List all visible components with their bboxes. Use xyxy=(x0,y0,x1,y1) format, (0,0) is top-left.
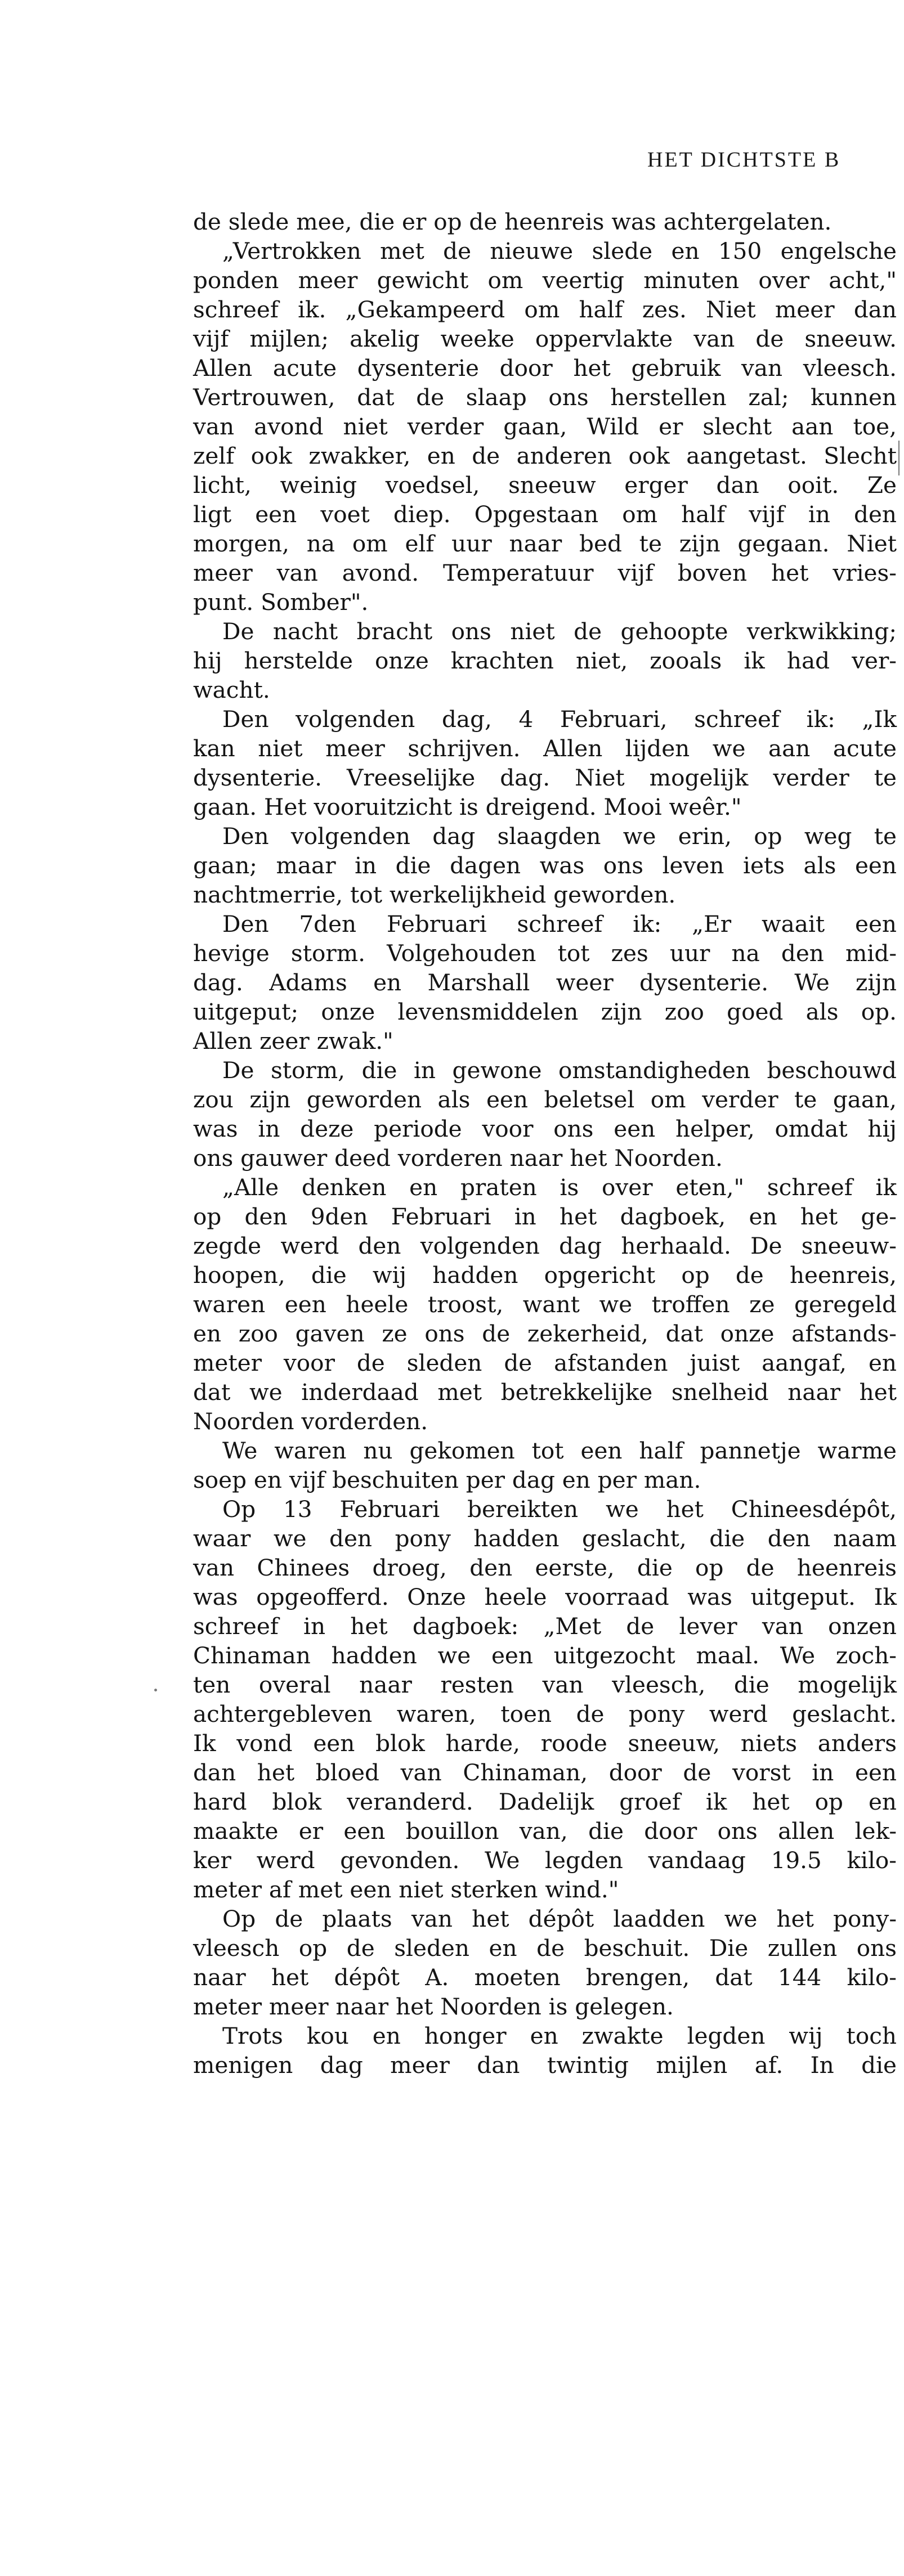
text-line: wacht. xyxy=(193,676,270,703)
text-line: De nacht bracht ons niet de gehoopte verkwikking; xyxy=(222,618,897,645)
text-line: en zoo gaven ze ons de zekerheid, dat onze afstands- xyxy=(193,1320,897,1347)
text-line: „Vertrokken met de nieuwe slede en 150 engelsche xyxy=(222,237,897,264)
paragraph xyxy=(193,822,897,909)
text-line: Noorden vorderden. xyxy=(193,1408,428,1435)
text-line: Op de plaats van het dépôt laadden we het pony- xyxy=(222,1905,897,1932)
text-line: schreef in het dagboek: „Met de lever van onzen xyxy=(193,1613,897,1640)
text-line: zelf ook zwakker, en de anderen ook aangetast. Slecht xyxy=(193,442,897,469)
text-line: Trots kou en honger en zwakte legden wij toch xyxy=(222,2022,897,2049)
text-line: gaan. Het vooruitzicht is dreigend. Mooi weêr." xyxy=(193,793,742,820)
margin-dot xyxy=(154,1689,157,1691)
text-line: Den volgenden dag, 4 Februari, schreef ik: „Ik xyxy=(222,706,897,733)
text-line: Allen zeer zwak." xyxy=(193,1027,393,1054)
text-line: Chinaman hadden we een uitgezocht maal. We zoch- xyxy=(193,1642,897,1669)
text-line: ten overal naar resten van vleesch, die mogelijk xyxy=(193,1671,897,1698)
text-line: dysenterie. Vreeselijke dag. Niet mogelijk verder te xyxy=(193,764,897,791)
paragraph xyxy=(193,617,897,704)
text-line: was in deze periode voor ons een helper, omdat hij xyxy=(193,1115,897,1142)
text-line: zou zijn geworden als een beletsel om verder te gaan, xyxy=(193,1086,897,1113)
text-line: Ik vond een blok harde, roode sneeuw, niets anders xyxy=(193,1730,897,1757)
paragraph xyxy=(193,2021,897,2080)
paragraph xyxy=(193,1436,897,1495)
paragraph xyxy=(193,236,897,617)
text-line: hevige storm. Volgehouden tot zes uur na den mid- xyxy=(193,940,897,967)
text-line: ponden meer gewicht om veertig minuten over acht," xyxy=(193,267,897,294)
running-head: HET DICHTSTE B xyxy=(647,148,841,172)
text-line: Den volgenden dag slaagden we erin, op weg te xyxy=(222,823,897,850)
text-line: waren een heele troost, want we troffen ze geregeld xyxy=(193,1291,897,1318)
text-line: meter af met een niet sterken wind." xyxy=(193,1876,619,1903)
text-line: zegde werd den volgenden dag herhaald. De sneeuw- xyxy=(193,1232,897,1259)
text-line: meter meer naar het Noorden is gelegen. xyxy=(193,1993,674,2020)
text-line: van avond niet verder gaan, Wild er slecht aan toe, xyxy=(193,413,897,440)
text-line: waar we den pony hadden geslacht, die den naam xyxy=(193,1525,897,1552)
text-line: punt. Somber". xyxy=(193,589,369,616)
text-line: hard blok veranderd. Dadelijk groef ik het op en xyxy=(193,1788,897,1815)
text-line: De storm, die in gewone omstandigheden beschouwd xyxy=(222,1057,897,1084)
text-line: ons gauwer deed vorderen naar het Noorden. xyxy=(193,1145,723,1172)
text-line: naar het dépôt A. moeten brengen, dat 144 kilo- xyxy=(193,1964,897,1991)
text-line: We waren nu gekomen tot een half pannetje warme xyxy=(222,1437,897,1464)
text-line: was opgeofferd. Onze heele voorraad was uitgeput. Ik xyxy=(193,1583,897,1610)
paragraph xyxy=(193,704,897,822)
text-line: meter voor de sleden de afstanden juist aangaf, en xyxy=(193,1349,897,1376)
text-line: nachtmerrie, tot werkelijkheid geworden. xyxy=(193,881,676,908)
text-line: Den 7den Februari schreef ik: „Er waait een xyxy=(222,910,897,937)
paragraph xyxy=(193,207,897,236)
text-line: Op 13 Februari bereikten we het Chineesdépôt, xyxy=(222,1496,897,1523)
text-line: „Alle denken en praten is over eten," schreef ik xyxy=(222,1174,897,1201)
paragraph xyxy=(193,1173,897,1436)
text-line: Vertrouwen, dat de slaap ons herstellen zal; kunnen xyxy=(193,384,897,411)
text-line: menigen dag meer dan twintig mijlen af. In die xyxy=(193,2052,897,2079)
text-line: op den 9den Februari in het dagboek, en het ge- xyxy=(193,1203,897,1230)
text-line: hij herstelde onze krachten niet, zooals ik had ver- xyxy=(193,647,897,674)
text-line: vleesch op de sleden en de beschuit. Die zullen ons xyxy=(193,1935,897,1962)
paragraph xyxy=(193,1904,897,2021)
text-line: van Chinees droeg, den eerste, die op de heenreis xyxy=(193,1554,897,1581)
text-line: Allen acute dysenterie door het gebruik van vleesch. xyxy=(193,354,897,382)
text-line: soep en vijf beschuiten per dag en per man. xyxy=(193,1466,701,1493)
text-line: dag. Adams en Marshall weer dysenterie. We zijn xyxy=(193,969,897,996)
text-line: uitgeput; onze levensmiddelen zijn zoo goed als op. xyxy=(193,998,897,1025)
text-line: ker werd gevonden. We legden vandaag 19.5 kilo- xyxy=(193,1847,897,1874)
text-line: morgen, na om elf uur naar bed te zijn gegaan. Niet xyxy=(193,530,897,557)
text-line: vijf mijlen; akelig weeke oppervlakte van de sneeuw. xyxy=(193,325,897,352)
paragraph xyxy=(193,1056,897,1173)
text-line: kan niet meer schrijven. Allen lijden we aan acute xyxy=(193,735,897,762)
paragraph xyxy=(193,1495,897,1904)
text-line: gaan; maar in die dagen was ons leven iets als een xyxy=(193,852,897,879)
text-line: maakte er een bouillon van, die door ons allen lek- xyxy=(193,1817,897,1845)
text-line: hoopen, die wij hadden opgericht op de heenreis, xyxy=(193,1262,897,1289)
text-line: de slede mee, die er op de heenreis was achtergelaten. xyxy=(193,208,832,235)
body-text xyxy=(193,207,897,2080)
margin-mark xyxy=(898,441,899,475)
text-line: dan het bloed van Chinaman, door de vorst in een xyxy=(193,1759,897,1786)
text-line: ligt een voet diep. Opgestaan om half vijf in den xyxy=(193,501,897,528)
text-line: dat we inderdaad met betrekkelijke snelheid naar het xyxy=(193,1379,897,1406)
paragraph xyxy=(193,909,897,1056)
text-line: achtergebleven waren, toen de pony werd geslacht. xyxy=(193,1700,897,1727)
text-line: licht, weinig voedsel, sneeuw erger dan ooit. Ze xyxy=(193,472,897,499)
text-line: meer van avond. Temperatuur vijf boven het vries- xyxy=(193,559,897,586)
text-line: schreef ik. „Gekampeerd om half zes. Niet meer dan xyxy=(193,296,897,323)
